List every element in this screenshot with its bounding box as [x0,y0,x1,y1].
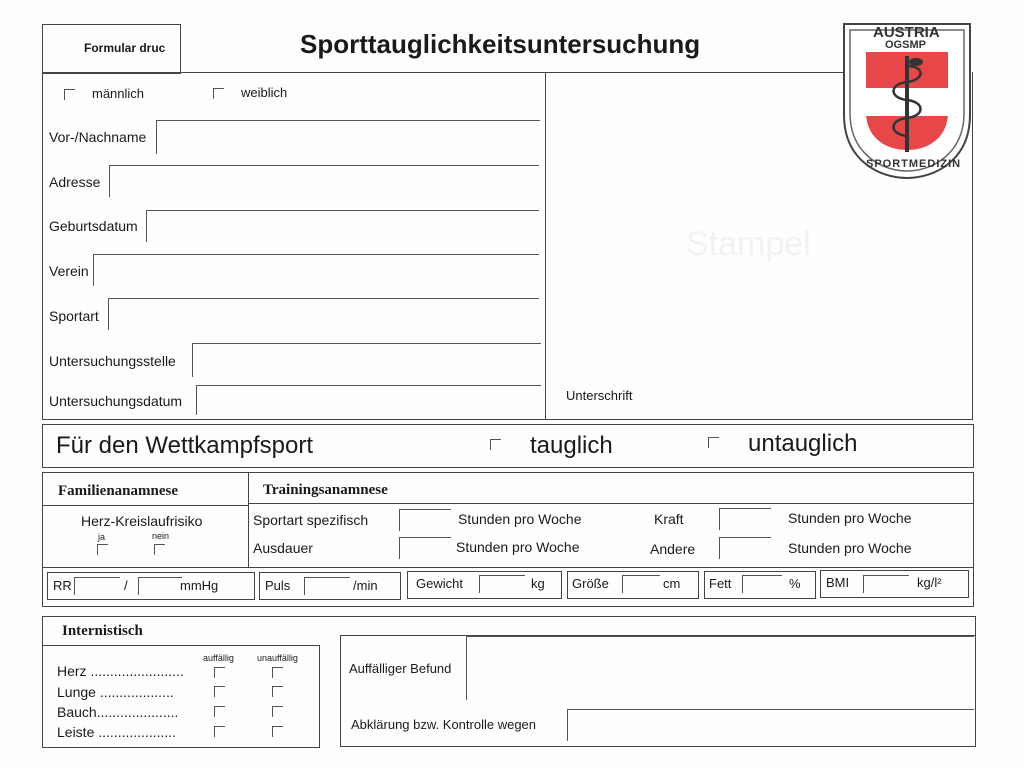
fat-label: Fett [709,576,732,591]
lungs-normal-checkbox[interactable] [272,686,283,697]
unfit-label: untauglich [748,430,858,457]
height-label: Größe [572,576,609,591]
lungs-abnormal-checkbox[interactable] [214,686,225,697]
finding-label: Auffälliger Befund [349,661,452,676]
abnormal-header: auffällig [203,653,234,663]
training-heading: Trainingsanamnese [263,482,388,498]
female-checkbox[interactable] [213,88,224,99]
formular-label: Formular druc [84,41,166,55]
strength-field[interactable] [719,508,771,530]
abdomen-label: Bauch..................... [57,704,179,720]
club-label: Verein [49,263,89,279]
endurance-field[interactable] [399,537,451,559]
groin-normal-checkbox[interactable] [272,726,283,737]
finding-field[interactable] [466,636,974,700]
bp-slash: / [124,578,128,593]
exam-date-field[interactable] [196,385,541,415]
abdomen-normal-checkbox[interactable] [272,706,283,717]
strength-hours-label: Stunden pro Woche [788,510,912,526]
bp-diastolic-field[interactable] [138,577,182,595]
sport-label: Sportart [49,308,99,324]
specific-hours-label: Stunden pro Woche [458,511,582,527]
birthdate-field[interactable] [146,210,539,242]
club-field[interactable] [93,254,539,286]
groin-label: Leiste .................... [57,724,177,740]
heart-abnormal-checkbox[interactable] [214,667,225,678]
bmi-field[interactable] [863,575,909,593]
percent-label: % [789,576,801,591]
exam-place-field[interactable] [192,343,541,377]
endurance-hours-label: Stunden pro Woche [456,539,580,555]
bmi-unit-label: kg/l² [917,575,942,590]
unfit-checkbox[interactable] [708,437,719,448]
cardio-risk-label: Herz-Kreislaufrisiko [81,513,203,529]
risk-no-checkbox[interactable] [154,544,165,555]
competition-label: Für den Wettkampfsport [56,432,313,459]
followup-field[interactable] [567,709,974,741]
internal-heading: Internistisch [62,623,143,639]
bp-systolic-field[interactable] [74,577,120,595]
male-label: männlich [92,86,145,101]
address-label: Adresse [49,174,101,190]
other-label: Andere [650,541,696,557]
name-field[interactable] [156,120,540,154]
specific-label: Sportart spezifisch [253,512,369,528]
name-label: Vor-/Nachname [49,129,147,145]
risk-no-label: nein [152,531,170,541]
height-field[interactable] [622,575,660,593]
groin-abnormal-checkbox[interactable] [214,726,225,737]
risk-yes-checkbox[interactable] [97,544,108,555]
followup-label: Abklärung bzw. Kontrolle wegen [351,717,537,732]
mmhg-label: mmHg [180,578,219,593]
logo-sub-text: OGSMP [885,39,926,51]
specific-field[interactable] [399,509,451,531]
stamp-watermark: Stampel [686,225,811,263]
kg-label: kg [531,576,545,591]
risk-yes-label: ja [98,532,106,542]
abdomen-abnormal-checkbox[interactable] [214,706,225,717]
weight-field[interactable] [479,575,525,593]
fat-field[interactable] [742,575,782,593]
normal-header: unauffällig [257,653,298,663]
logo-top-text: AUSTRIA [873,24,940,41]
endurance-label: Ausdauer [253,540,313,556]
anamnesis-divider [248,472,249,568]
family-heading: Familienanamnese [58,483,178,499]
per-min-label: /min [353,578,378,593]
exam-place-label: Untersuchungsstelle [49,353,176,369]
female-label: weiblich [241,85,288,100]
male-checkbox[interactable] [64,89,75,100]
bmi-label: BMI [826,575,850,590]
page-title: Sporttauglichkeitsuntersuchung [300,29,701,59]
other-field[interactable] [719,537,771,559]
heart-normal-checkbox[interactable] [272,667,283,678]
family-heading-rule [42,505,249,506]
other-hours-label: Stunden pro Woche [788,540,912,556]
signature-label: Unterschrift [566,388,633,403]
rr-label: RR [53,578,72,593]
fit-label: tauglich [530,432,613,459]
address-field[interactable] [109,165,539,197]
cm-label: cm [663,576,681,591]
heart-label: Herz ........................ [57,663,184,679]
pulse-label: Puls [265,578,291,593]
birthdate-label: Geburtsdatum [49,218,138,234]
logo-bottom-text: SPORTMEDIZIN [866,158,962,170]
sport-field[interactable] [108,298,539,330]
pulse-field[interactable] [304,577,350,595]
strength-label: Kraft [654,511,684,527]
training-heading-rule [248,503,974,504]
fit-checkbox[interactable] [490,439,501,450]
weight-label: Gewicht [416,576,463,591]
lungs-label: Lunge ................... [57,684,174,700]
exam-date-label: Untersuchungsdatum [49,393,183,409]
